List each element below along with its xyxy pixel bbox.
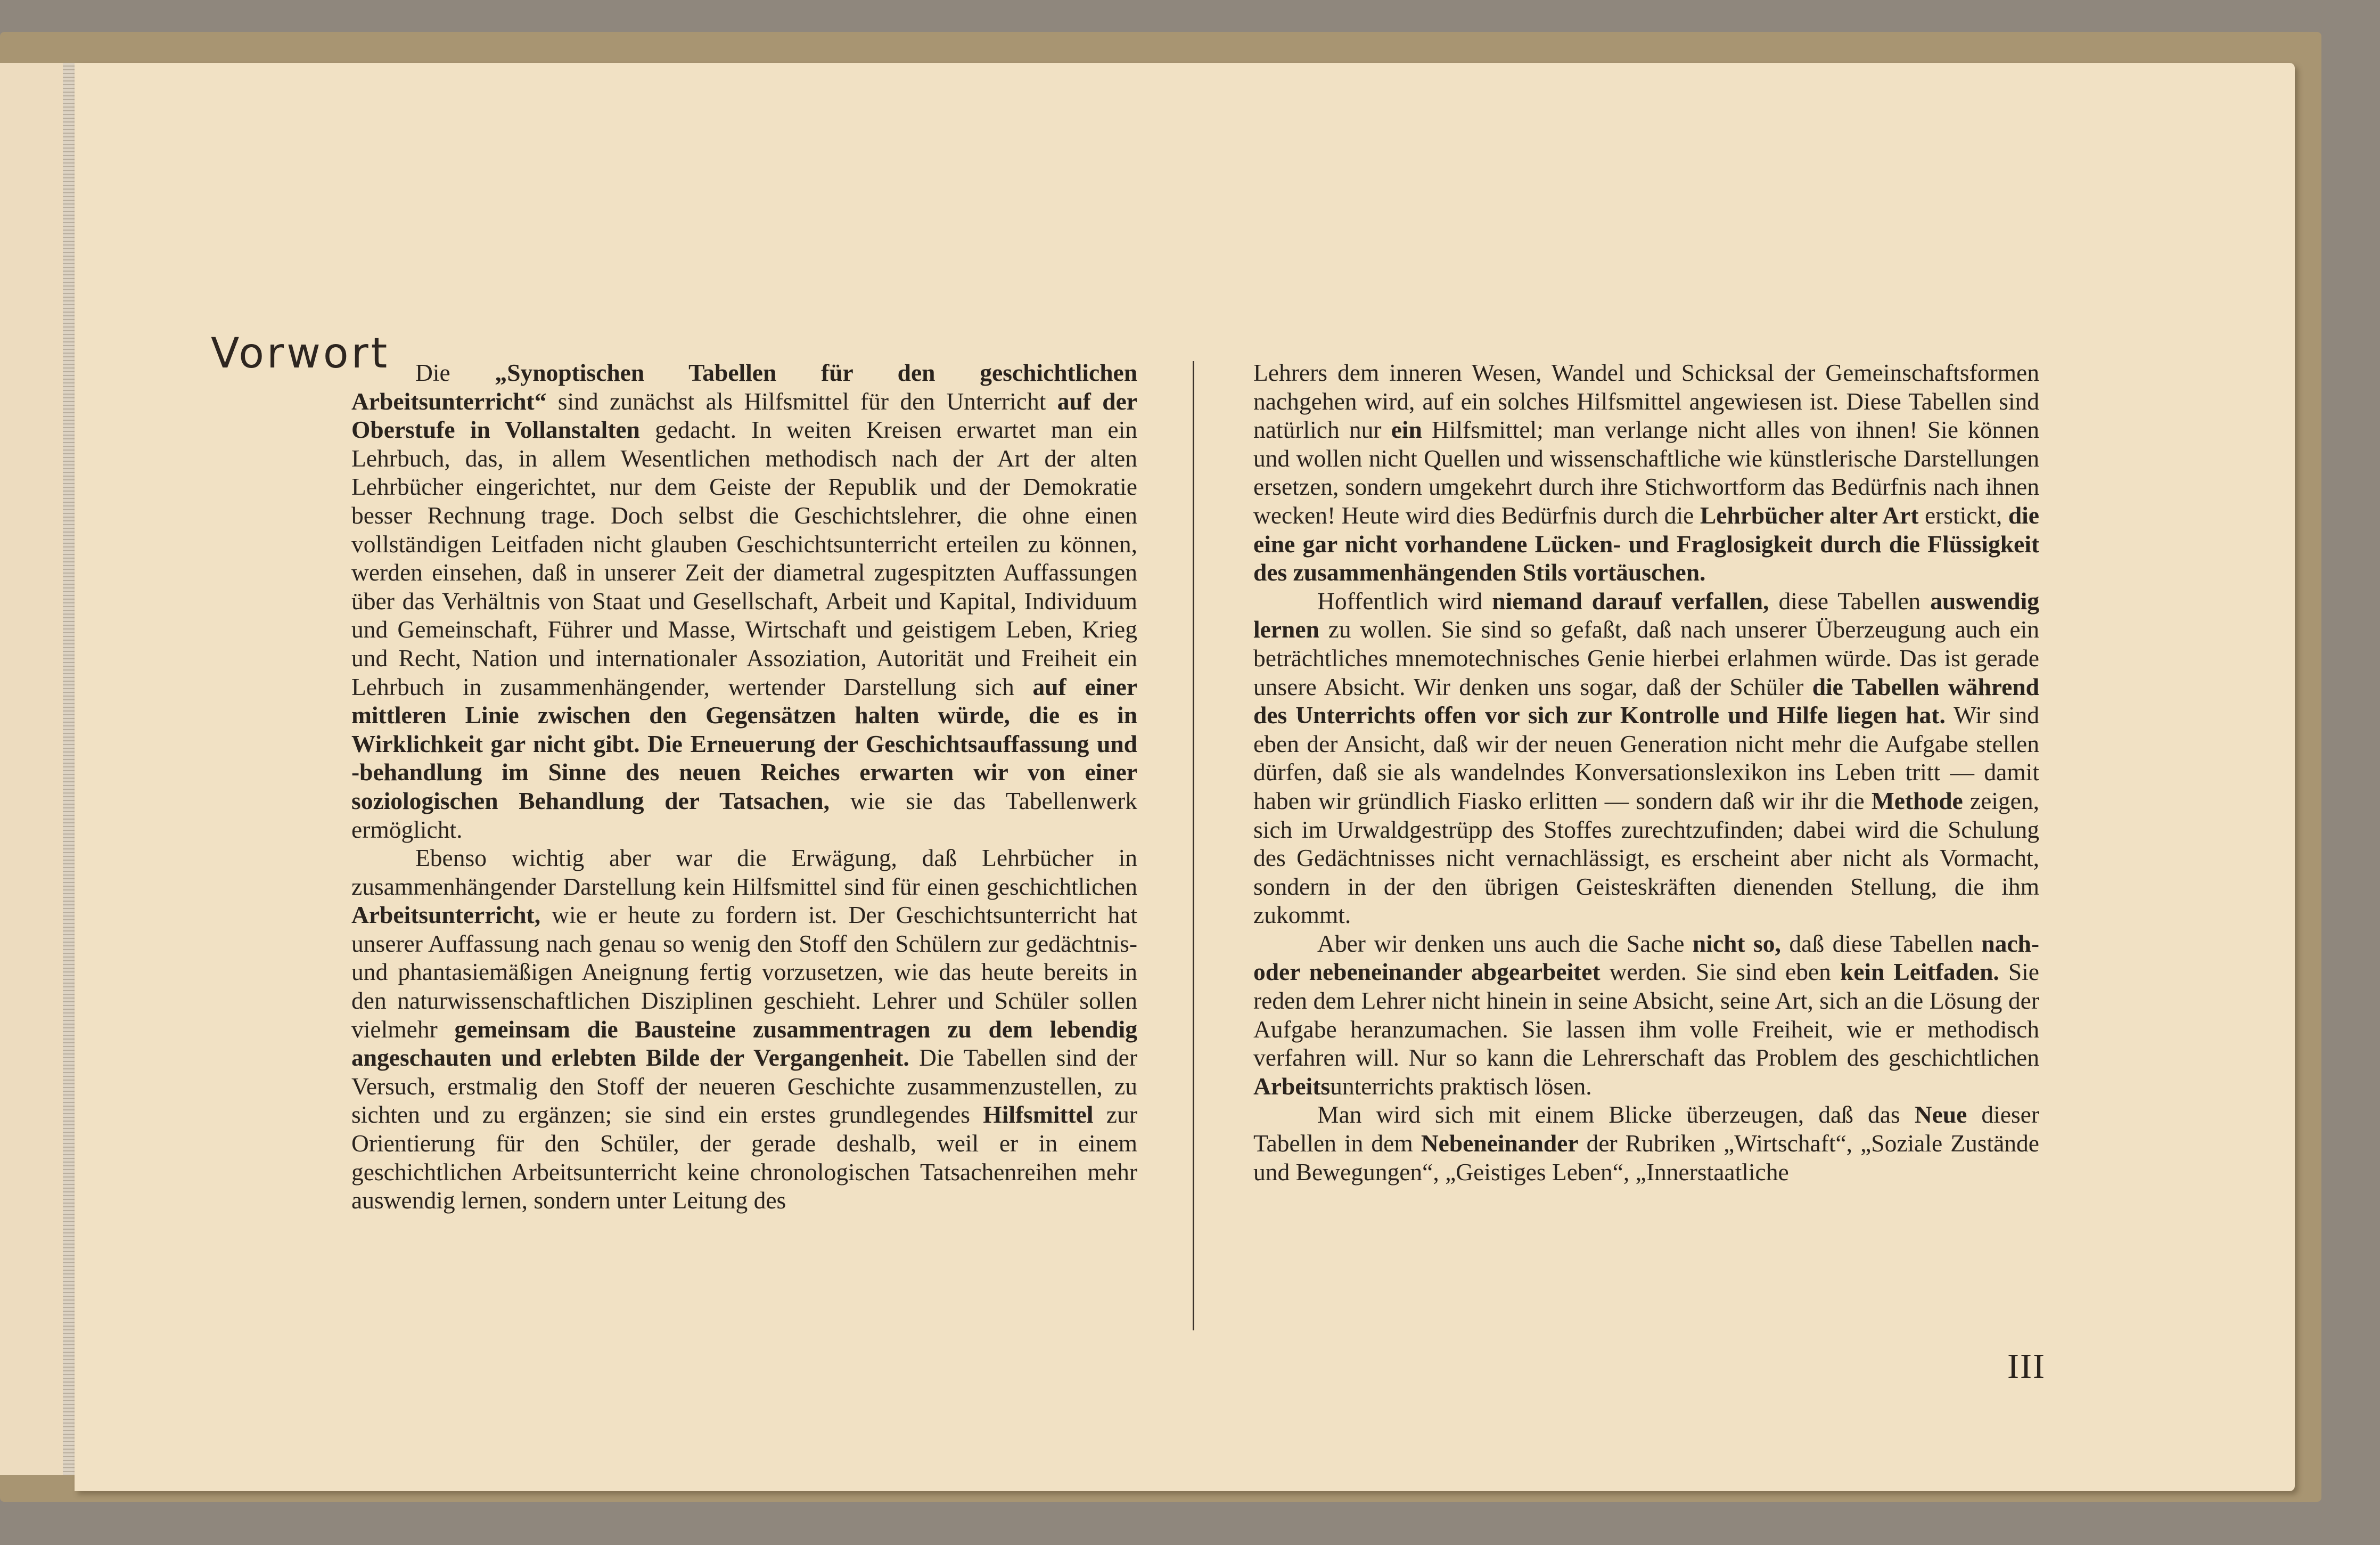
text-run: unterrichts praktisch lösen.: [1330, 1072, 1592, 1100]
text-run: zeigen, sich im Urwaldgestrüpp des Stoffes zurechtzufinden; dabei wird die Schulung des Gedächtnisses nicht vernachlässigt, es erscheint aber nicht als Vormacht, sondern in der den übrigen Geisteskräften dienenden Stellung, die ihm zukommt.: [1253, 787, 2039, 929]
bold-text-run: Arbeits: [1253, 1072, 1331, 1100]
text-run: Aber wir denken uns auch die Sache: [1317, 929, 1693, 957]
text-run: Hoffentlich wird: [1317, 587, 1492, 615]
paragraph: [351, 844, 1137, 1215]
text-run: Sie reden dem Lehrer nicht hinein in seine Absicht, seine Art, sich an die Lösung der Aufgabe heranzumachen. Sie lassen ihm volle Freiheit, wie er methodisch verfahren will. Nur so kann die Lehrerschaft das Problem des geschichtlichen: [1253, 958, 2039, 1072]
paragraph: [1253, 587, 2039, 929]
bold-text-run: Arbeitsunterricht,: [351, 901, 541, 929]
bold-text-run: Hilfsmittel: [983, 1101, 1094, 1129]
bold-text-run: gemeinsam die Bausteine zusammentragen zu dem lebendig angeschauten und erlebten Bilde der Vergangenheit.: [351, 1015, 1137, 1072]
text-run: erstickt,: [1918, 501, 2008, 529]
text-run: werden. Sie sind eben: [1600, 958, 1840, 986]
text-run: Ebenso wichtig aber war die Erwägung, daß Lehrbücher in zusammenhängender Darstellung kein Hilfsmittel sind für einen geschichtlichen: [351, 844, 1137, 900]
bold-text-run: Methode: [1871, 787, 1963, 814]
text-run: zur Orientierung für den Schüler, der gerade deshalb, weil er in einem geschichtlichen Arbeitsunterricht keine chronologischen Tatsachenreihen mehr auswendig lernen, sondern unter Leitung des: [351, 1101, 1137, 1214]
text-run: diese Tabellen: [1769, 587, 1931, 615]
paragraph: [1253, 1100, 2039, 1186]
paragraph: [351, 358, 1137, 844]
bold-text-run: die Tabellen während des Unterrichts offen vor sich zur Kontrolle und Hilfe liegen hat.: [1253, 673, 2039, 729]
text-run: Man wird sich mit einem Blicke überzeugen, daß das: [1317, 1101, 1915, 1129]
bold-text-run: auf einer mittleren Linie zwischen den Gegensätzen halten würde, die es in Wirklichkeit gar nicht gibt. Die Erneuerung der Geschichtsauffassung und -behandlung im Sinne des neuen Reiches erwarten wir von einer soziologischen Behandlung der Tatsachen,: [351, 673, 1137, 814]
bold-text-run: die eine gar nicht vorhandene Lücken- und Fraglosigkeit durch die Flüssigkeit des zusammenhängenden Stils vortäuschen.: [1253, 501, 2039, 586]
bold-text-run: Nebeneinander: [1421, 1130, 1579, 1157]
page-iii: [75, 63, 2295, 1491]
bold-text-run: Neue: [1914, 1101, 1967, 1129]
bold-text-run: auf der Oberstufe in Vollanstalten: [351, 387, 1138, 444]
text-run: Hilfsmittel; man verlange nicht alles von ihnen! Sie können und wollen nicht Quellen und wissenschaftliche wie künstlerische Darstellungen ersetzen, sondern umgekehrt durch ihre Stichwortform das Bedürfnis nach ihnen wecken! Heute wird dies Bedürfnis durch die: [1253, 416, 2039, 529]
right-text-column: [1253, 358, 2039, 1186]
text-run: Lehrers dem inneren Wesen, Wandel und Schicksal der Gemeinschaftsformen nachgehen wird, auf ein solches Hilfsmittel angewiesen ist. Diese Tabellen sind natürlich nur: [1253, 359, 2039, 444]
text-run: Wir sind eben der Ansicht, daß wir der neuen Generation nicht mehr die Aufgabe stellen dürfen, daß sie als wandelndes Konversationslexikon ins Leben tritt — damit haben wir gründlich Fiasko erlitten — sondern daß wir ihr die: [1253, 701, 2039, 814]
column-divider-rule: [1193, 361, 1194, 1330]
text-run: gedacht. In weiten Kreisen erwartet man ein Lehrbuch, das, in allem Wesentlichen methodisch nach der Art der alten Lehrbücher eingerichtet, nur dem Geiste der Republik und der Demokratie besser Rechnung trage. Doch selbst die Geschichtslehrer, die ohne einen vollständigen Leitfaden nicht glauben Geschichtsunterricht erteilen zu können, werden einsehen, daß in unserer Zeit der diametral zugespitzten Auffassungen über das Verhältnis von Staat und Gesellschaft, Arbeit und Kapital, Individuum und Gemeinschaft, Führer und Masse, Wirtschaft und geistigem Leben, Krieg und Recht, Nation und internationaler Assoziation, Autorität und Freiheit ein Lehrbuch in zusammenhängender, wertender Darstellung sich: [351, 416, 1137, 700]
left-page-edge: [0, 63, 64, 1475]
text-run: wie er heute zu fordern ist. Der Geschichtsunterricht hat unserer Auffassung nach genau so wenig den Stoff den Schülern zur gedächtnis- und phantasiemäßigen Aneignung fertig vorzusetzen, wie das heute bereits in den naturwissenschaftlichen Disziplinen geschieht. Lehrer und Schüler sollen vielmehr: [351, 901, 1137, 1043]
paragraph: [1253, 358, 2039, 587]
paragraph: [1253, 929, 2039, 1101]
text-run: Die: [415, 359, 495, 386]
bold-text-run: kein Leitfaden.: [1840, 958, 1999, 986]
book-spine-binding: [63, 63, 75, 1475]
bold-text-run: nach- oder nebeneinander abgearbeitet: [1253, 929, 2039, 986]
text-run: daß diese Tabellen: [1780, 929, 1982, 957]
page-heading: Vorwort: [211, 330, 390, 378]
text-run: Die Tabellen sind der Versuch, erstmalig den Stoff der neueren Geschichte zusammenzustellen, zu sichten und zu ergänzen; sie sind ein erstes grundlegendes: [351, 1044, 1137, 1129]
text-run: der Rubriken „Wirtschaft“, „Soziale Zustände und Bewegungen“, „Geistiges Leben“, „Innerstaatliche: [1253, 1130, 2040, 1186]
text-run: zu wollen. Sie sind so gefaßt, daß nach unserer Überzeugung auch ein beträchtliches mnemotechnisches Genie hierbei erlahmen würde. Das ist gerade unsere Absicht. Wir denken uns sogar, daß der Schüler: [1253, 616, 2039, 700]
bold-text-run: nicht so,: [1692, 929, 1781, 957]
page-number: III: [2007, 1347, 2046, 1386]
left-text-column: [351, 358, 1137, 1215]
bold-text-run: auswendig lernen: [1253, 587, 2040, 643]
text-run: wie sie das Tabellenwerk ermöglicht.: [351, 787, 1137, 843]
text-run: dieser Tabellen in dem: [1253, 1101, 2040, 1157]
bold-text-run: ein: [1391, 416, 1422, 444]
bold-text-run: „Synoptischen Tabellen für den geschichtlichen Arbeitsunterricht“: [351, 359, 1137, 415]
text-run: sind zunächst als Hilfsmittel für den Unterricht: [546, 387, 1057, 415]
bold-text-run: Lehrbücher alter Art: [1700, 501, 1919, 529]
bold-text-run: niemand darauf verfallen,: [1492, 587, 1769, 615]
